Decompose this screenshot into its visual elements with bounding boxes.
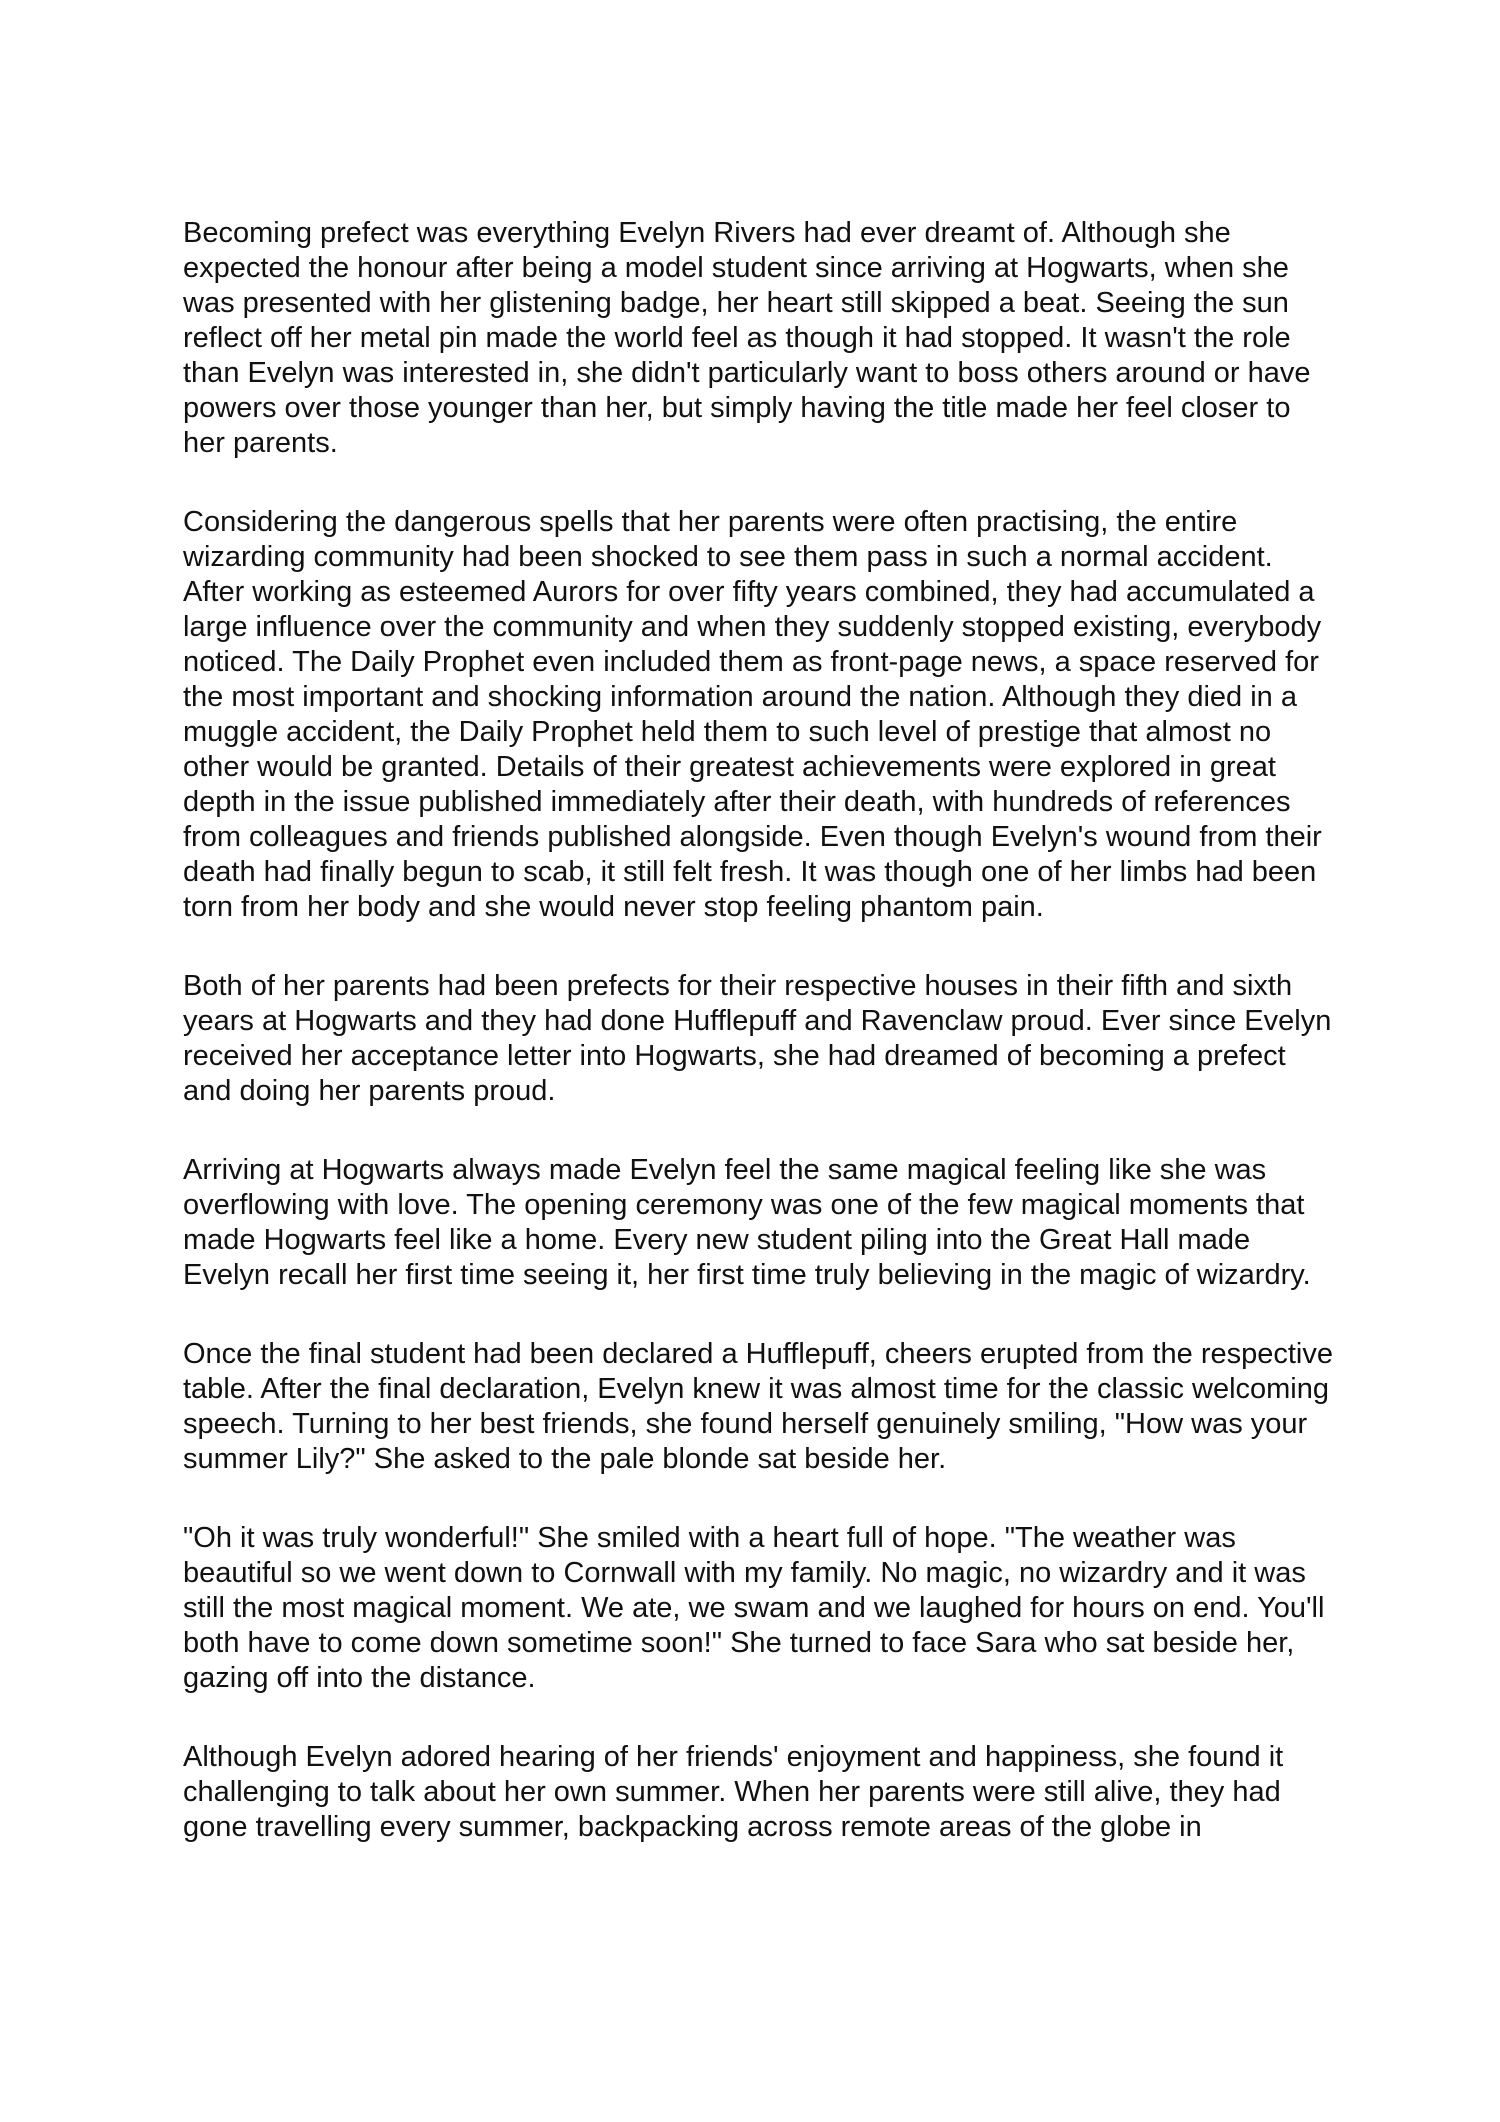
document-body [183,216,1333,1845]
paragraph-6: "Oh it was truly wonderful!" She smiled with a heart full of hope. "The weather was beautiful so we went down to Cornwall with my family. No magic, no wizardry and it was still the most magical moment. We ate, we swam and we laughed for hours on end. You'll both have to come down sometime soon!" She turned to face Sara who sat beside her, gazing off into the distance. [183,1522,1325,1694]
paragraph-2: Considering the dangerous spells that her parents were often practising, the entire wizarding community had been shocked to see them pass in such a normal accident. After working as esteemed Aurors for over fifty years combined, they had accumulated a large influence over the community and when they suddenly stopped existing, everybody noticed. The Daily Prophet even included them as front-page news, a space reserved for the most important and shocking information around the nation. Although they died in a muggle accident, the Daily Prophet held them to such level of prestige that almost no other would be granted. Details of their greatest achievements were explored in great depth in the issue published immediately after their death, with hundreds of references from colleagues and friends published alongside. Even though Evelyn's wound from their death had finally begun to scab, it still felt fresh. It was though one of her limbs had been torn from her body and she would never stop feeling phantom pain. [183,506,1322,923]
paragraph-3: Both of her parents had been prefects for their respective houses in their fifth and sixth years at Hogwarts and they had done Hufflepuff and Ravenclaw proud. Ever since Evelyn received her acceptance letter into Hogwarts, she had dreamed of becoming a prefect and doing her parents proud. [183,970,1332,1107]
paragraph-1: Becoming prefect was everything Evelyn Rivers had ever dreamt of. Although she expected the honour after being a model student since arriving at Hogwarts, when she was presented with her glistening badge, her heart still skipped a beat. Seeing the sun reflect off her metal pin made the world feel as though it had stopped. It wasn't the role than Evelyn was interested in, she didn't particularly want to boss others around or have powers over those younger than her, but simply having the title made her feel closer to her parents. [183,217,1311,459]
paragraph-4: Arriving at Hogwarts always made Evelyn feel the same magical feeling like she was overflowing with love. The opening ceremony was one of the few magical moments that made Hogwarts feel like a home. Every new student piling into the Great Hall made Evelyn recall her first time seeing it, her first time truly believing in the magic of wizardry. [183,1154,1311,1291]
paragraph-7: Although Evelyn adored hearing of her friends' enjoyment and happiness, she found it challenging to talk about her own summer. When her parents were still alive, they had gone travelling every summer, backpacking across remote areas of the globe in [183,1741,1284,1843]
paragraph-5: Once the final student had been declared a Hufflepuff, cheers erupted from the respective table. After the final declaration, Evelyn knew it was almost time for the classic welcoming speech. Turning to her best friends, she found herself genuinely smiling, "How was your summer Lily?" She asked to the pale blonde sat beside her. [183,1338,1333,1475]
